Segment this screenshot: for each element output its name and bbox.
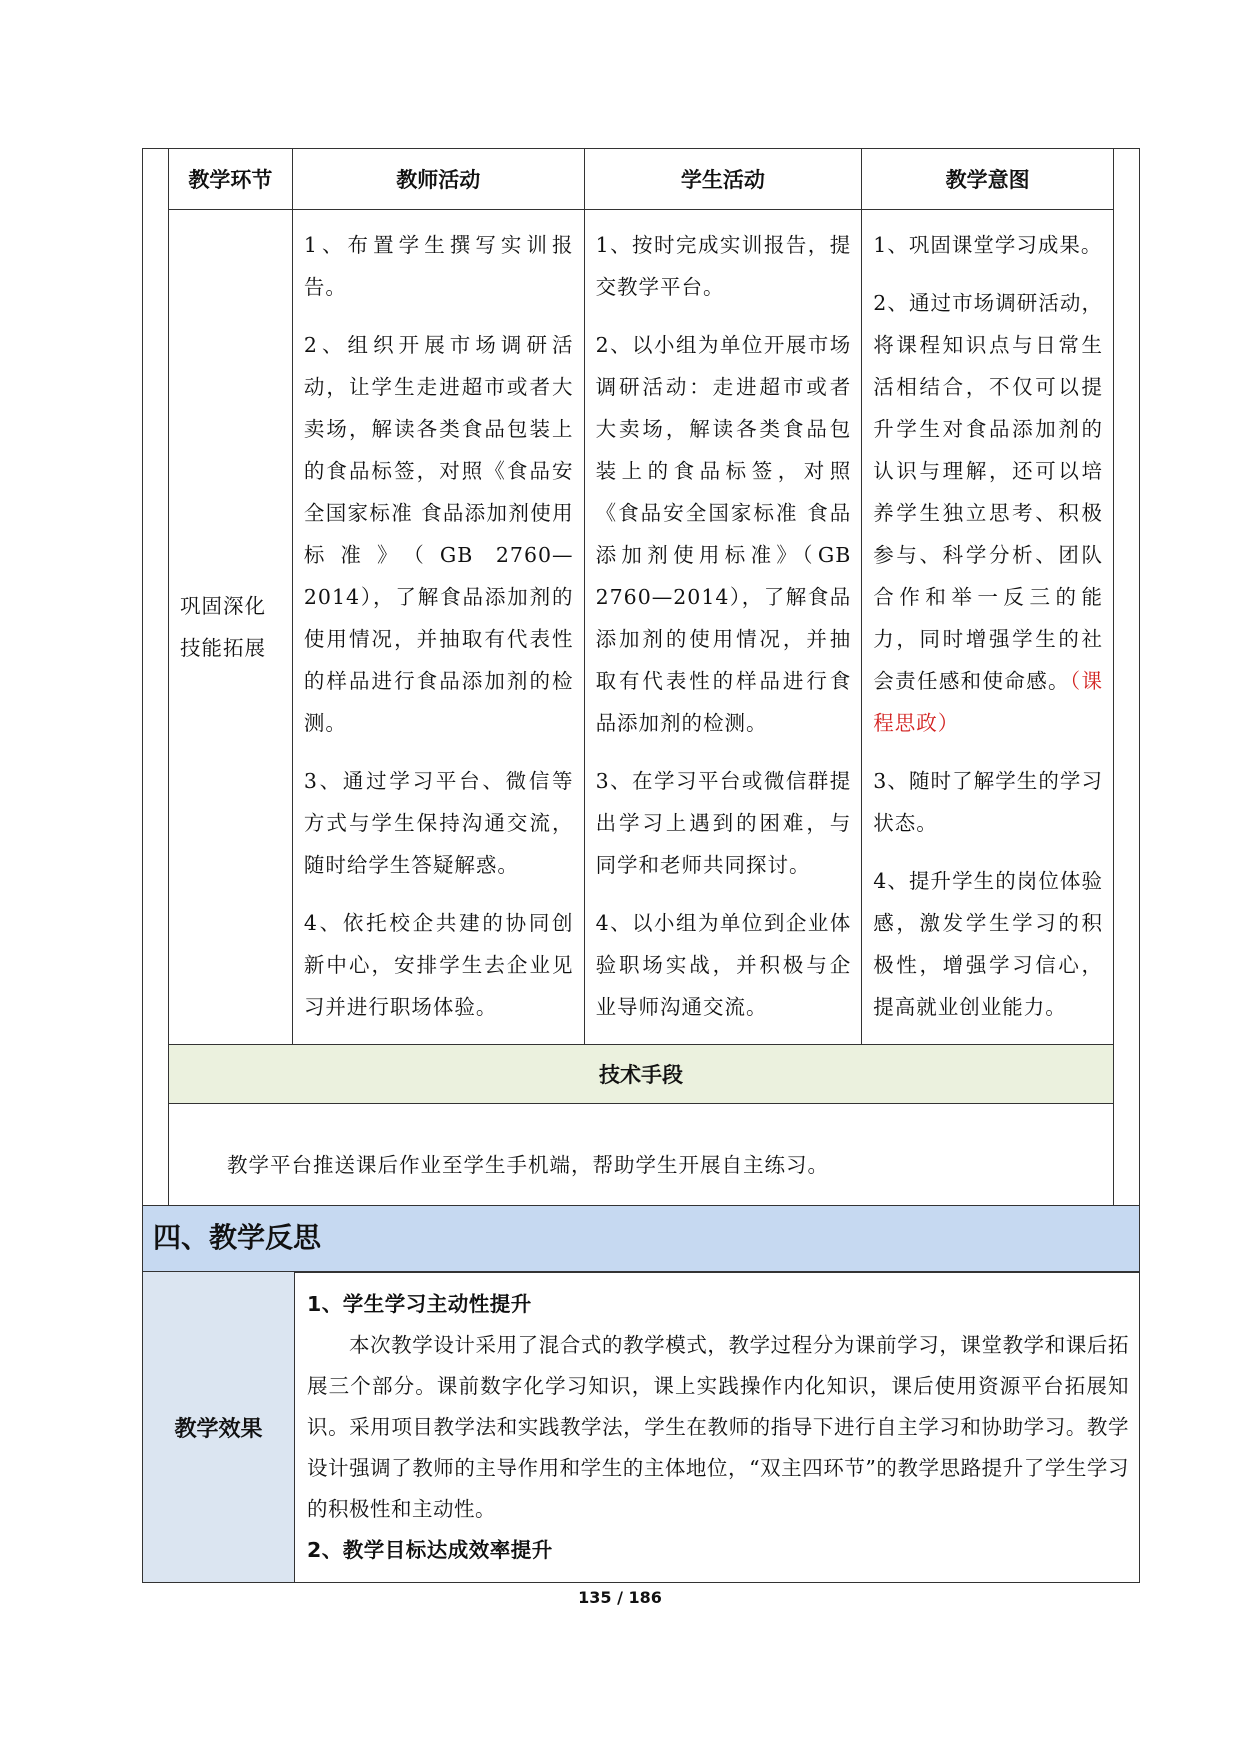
ideology-tag: （课程思政） [873,669,1104,735]
tech-header-row [169,1045,1114,1104]
intent-text: 2、通过市场调研活动，将课程知识点与日常生活相结合，不仅可以提升学生对食品添加剂的认识与理解，还可以培养学生独立思考、积极参与、科学分析、团队合作和举一反三的能力，同时增强学生的社会责任感和使命感。 [873,291,1103,693]
tech-title: 技术手段 [169,1045,1114,1104]
intent-item: 3、随时了解学生的学习状态。 [873,769,1103,835]
student-item: 3、在学习平台或微信群提出学习上遇到的困难，与同学和老师共同探讨。 [595,769,852,877]
stage-line: 技能拓展 [180,636,266,660]
effect-heading: 2、教学目标达成效率提升 [307,1538,553,1562]
intent-item [873,282,1103,744]
activity-table [168,148,1114,1223]
intent-cell [862,210,1114,1045]
teacher-item: 1、布置学生撰写实训报告。 [303,233,574,299]
student-activity-cell [584,210,862,1045]
student-item: 1、按时完成实训报告，提交教学平台。 [595,233,852,299]
teacher-item: 4、依托校企共建的协同创新中心，安排学生去企业见习并进行职场体验。 [303,911,574,1019]
header-intent: 教学意图 [862,149,1114,210]
stage-cell [169,210,293,1045]
effect-content [295,1272,1140,1583]
teacher-item: 3、通过学习平台、微信等方式与学生保持沟通交流，随时给学生答疑解惑。 [303,769,574,877]
student-item: 2、以小组为单位开展市场调研活动：走进超市或者大卖场，解读各类食品包装上的食品标签，对照《食品安全国家标准 食品添加剂使用标准》（GB 2760—2014），了解食品添加剂的使用情况，并抽取有代表性的样品进行食品添加剂的检测。 [595,333,852,735]
header-student: 学生活动 [584,149,862,210]
table-row [169,210,1114,1045]
page-number: 135 / 186 [578,1588,662,1607]
effect-table [142,1271,1140,1583]
header-stage: 教学环节 [169,149,293,210]
intent-item: 1、巩固课堂学习成果。 [873,233,1103,257]
table-header-row [169,149,1114,210]
header-teacher: 教师活动 [292,149,584,210]
stage-line: 巩固深化 [180,594,266,618]
effect-paragraph: 本次教学设计采用了混合式的教学模式，教学过程分为课前学习，课堂教学和课后拓展三个部分。课前数字化学习知识，课上实践操作内化知识，课后使用资源平台拓展知识。采用项目教学法和实践教学法，学生在教师的指导下进行自主学习和协助学习。教学设计强调了教师的主导作用和学生的主体地位，“双主四环节”的教学思路提升了学生学习的积极性和主动性。 [307,1333,1129,1521]
student-item: 4、以小组为单位到企业体验职场实战，并积极与企业导师沟通交流。 [595,911,852,1019]
section-title: 四、教学反思 [142,1205,1140,1273]
tech-text: 教学平台推送课后作业至学生手机端，帮助学生开展自主练习。 [169,1104,1114,1223]
teacher-item: 2、组织开展市场调研活动，让学生走进超市或者大卖场，解读各类食品包装上的食品标签，对照《食品安全国家标准 食品添加剂使用标准》（GB 2760—2014），了解食品添加剂的使用情况，并抽取有代表性的样品进行食品添加剂的检测。 [303,333,574,735]
teacher-activity-cell [292,210,584,1045]
effect-label: 教学效果 [143,1272,295,1583]
intent-item: 4、提升学生的岗位体验感，激发学生学习的积极性，增强学习信心，提高就业创业能力。 [873,869,1103,1019]
effect-heading: 1、学生学习主动性提升 [307,1292,532,1316]
